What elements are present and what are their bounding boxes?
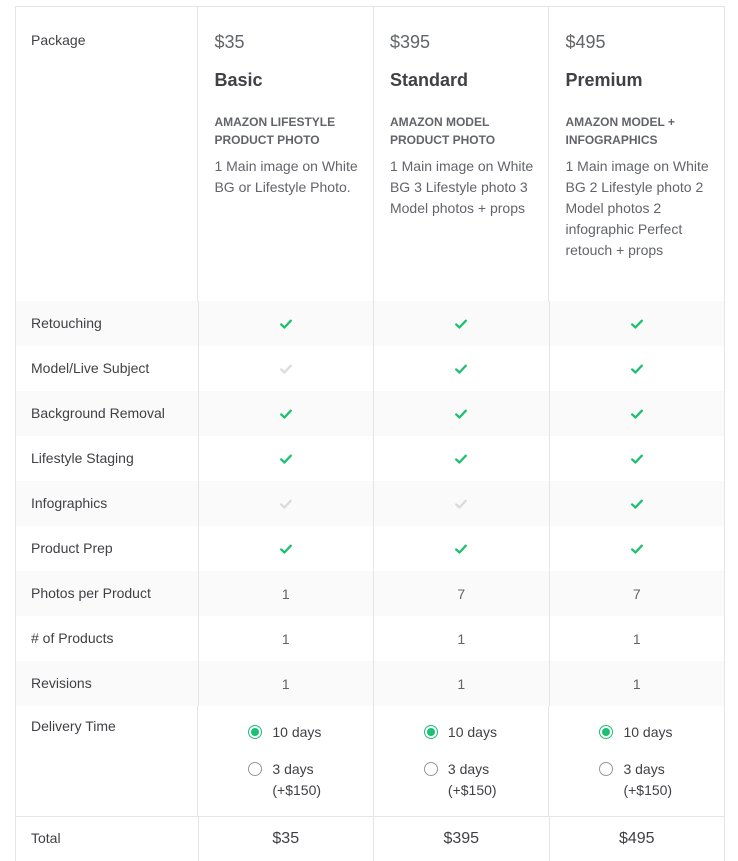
feature-label: Infographics bbox=[31, 495, 108, 511]
feature-value-premium bbox=[549, 391, 725, 436]
feature-value-basic bbox=[198, 301, 374, 346]
check-disabled-icon bbox=[279, 497, 293, 511]
feature-label: Product Prep bbox=[31, 540, 113, 556]
check-icon bbox=[454, 452, 468, 466]
radio-selected-icon[interactable] bbox=[248, 725, 262, 739]
feature-value-basic: 1 bbox=[198, 616, 374, 661]
total-row bbox=[16, 816, 724, 861]
delivery-option-extra: (+$150) bbox=[623, 782, 673, 798]
package-comparison-table bbox=[15, 6, 725, 861]
delivery-option-label: 10 days bbox=[623, 724, 673, 740]
radio-unselected-icon[interactable] bbox=[599, 762, 613, 776]
package-header-row bbox=[16, 7, 724, 301]
feature-label: Background Removal bbox=[31, 405, 165, 421]
feature-label: Model/Live Subject bbox=[31, 360, 150, 376]
feature-label: Lifestyle Staging bbox=[31, 450, 134, 466]
package-price: $35 bbox=[214, 32, 245, 52]
feature-row bbox=[16, 571, 724, 616]
feature-value-basic bbox=[198, 436, 374, 481]
feature-value-standard bbox=[373, 346, 549, 391]
feature-label: Revisions bbox=[31, 675, 92, 691]
feature-value-standard bbox=[373, 481, 549, 526]
package-title: AMAZON MODEL PRODUCT PHOTO bbox=[389, 115, 496, 147]
package-column-basic bbox=[197, 7, 373, 301]
delivery-option-label: 3 days bbox=[272, 761, 314, 777]
feature-value-basic bbox=[198, 481, 374, 526]
total-price-basic: $35 bbox=[198, 817, 374, 861]
check-icon bbox=[454, 317, 468, 331]
delivery-option-extra: (+$150) bbox=[272, 782, 322, 798]
delivery-time-row bbox=[16, 706, 724, 816]
feature-value-basic: 1 bbox=[198, 661, 374, 706]
check-icon bbox=[279, 317, 293, 331]
package-description: 1 Main image on White BG 3 Lifestyle photo 3 Model photos + props bbox=[389, 158, 534, 216]
delivery-option-label: 10 days bbox=[447, 724, 497, 740]
check-icon bbox=[630, 362, 644, 376]
delivery-option-label: 10 days bbox=[272, 724, 322, 740]
radio-selected-icon[interactable] bbox=[424, 725, 438, 739]
delivery-option-label: 3 days bbox=[623, 761, 665, 777]
delivery-option-10-days[interactable] bbox=[248, 722, 373, 743]
feature-row bbox=[16, 391, 724, 436]
package-column-standard bbox=[373, 7, 549, 301]
feature-value-standard bbox=[373, 526, 549, 571]
feature-value-premium bbox=[549, 436, 725, 481]
check-icon bbox=[279, 407, 293, 421]
check-icon bbox=[454, 362, 468, 376]
check-disabled-icon bbox=[279, 362, 293, 376]
package-price: $395 bbox=[389, 32, 431, 52]
radio-unselected-icon[interactable] bbox=[248, 762, 262, 776]
feature-value-premium bbox=[549, 526, 725, 571]
check-icon bbox=[630, 407, 644, 421]
feature-value-basic bbox=[198, 346, 374, 391]
feature-label: # of Products bbox=[31, 630, 114, 646]
package-name: Premium bbox=[565, 70, 643, 90]
delivery-option-3-days[interactable] bbox=[599, 759, 724, 801]
feature-value-premium bbox=[549, 346, 725, 391]
check-disabled-icon bbox=[454, 497, 468, 511]
total-price-premium: $495 bbox=[549, 817, 725, 861]
feature-value-standard bbox=[373, 301, 549, 346]
feature-value-standard bbox=[373, 391, 549, 436]
total-price-standard: $395 bbox=[373, 817, 549, 861]
check-icon bbox=[630, 542, 644, 556]
feature-row bbox=[16, 481, 724, 526]
package-title: AMAZON LIFESTYLE PRODUCT PHOTO bbox=[214, 115, 336, 147]
feature-value-premium bbox=[549, 481, 725, 526]
package-description: 1 Main image on White BG or Lifestyle Photo. bbox=[214, 158, 358, 195]
feature-value-premium: 1 bbox=[549, 616, 725, 661]
check-icon bbox=[630, 497, 644, 511]
delivery-option-extra: (+$150) bbox=[447, 782, 497, 798]
radio-selected-icon[interactable] bbox=[599, 725, 613, 739]
feature-value-basic: 1 bbox=[198, 571, 374, 616]
total-label: Total bbox=[31, 830, 61, 846]
feature-value-premium bbox=[549, 301, 725, 346]
delivery-options-basic bbox=[197, 706, 373, 816]
feature-value-basic bbox=[198, 391, 374, 436]
feature-row bbox=[16, 616, 724, 661]
delivery-options-premium bbox=[548, 706, 724, 816]
check-icon bbox=[279, 542, 293, 556]
check-icon bbox=[630, 452, 644, 466]
feature-value-standard: 1 bbox=[373, 661, 549, 706]
feature-value-standard: 1 bbox=[373, 616, 549, 661]
delivery-options-standard bbox=[373, 706, 549, 816]
package-price: $495 bbox=[565, 32, 606, 52]
package-column-premium bbox=[548, 7, 724, 301]
check-icon bbox=[454, 407, 468, 421]
check-icon bbox=[279, 452, 293, 466]
feature-value-standard: 7 bbox=[373, 571, 549, 616]
check-icon bbox=[454, 542, 468, 556]
feature-label: Photos per Product bbox=[31, 585, 151, 601]
feature-row bbox=[16, 436, 724, 481]
package-description: 1 Main image on White BG 2 Lifestyle photo 2 Model photos 2 infographic Perfect retouch + props bbox=[565, 158, 709, 258]
delivery-option-label: 3 days bbox=[447, 761, 490, 777]
feature-label: Retouching bbox=[31, 315, 102, 331]
feature-row bbox=[16, 661, 724, 706]
feature-value-premium: 7 bbox=[549, 571, 725, 616]
package-name: Basic bbox=[214, 70, 263, 90]
feature-row bbox=[16, 301, 724, 346]
feature-rows bbox=[16, 301, 724, 706]
delivery-option-3-days[interactable] bbox=[248, 759, 373, 801]
feature-value-premium: 1 bbox=[549, 661, 725, 706]
feature-value-standard bbox=[373, 436, 549, 481]
check-icon bbox=[630, 317, 644, 331]
delivery-option-3-days[interactable] bbox=[424, 759, 549, 801]
package-label: Package bbox=[31, 32, 86, 48]
delivery-option-10-days[interactable] bbox=[599, 722, 724, 743]
package-name: Standard bbox=[389, 70, 468, 90]
delivery-time-label: Delivery Time bbox=[31, 718, 116, 734]
feature-row bbox=[16, 526, 724, 571]
feature-row bbox=[16, 346, 724, 391]
radio-unselected-icon[interactable] bbox=[424, 762, 438, 776]
package-title: AMAZON MODEL + INFOGRAPHICS bbox=[565, 115, 675, 147]
delivery-option-10-days[interactable] bbox=[424, 722, 549, 743]
feature-value-basic bbox=[198, 526, 374, 571]
